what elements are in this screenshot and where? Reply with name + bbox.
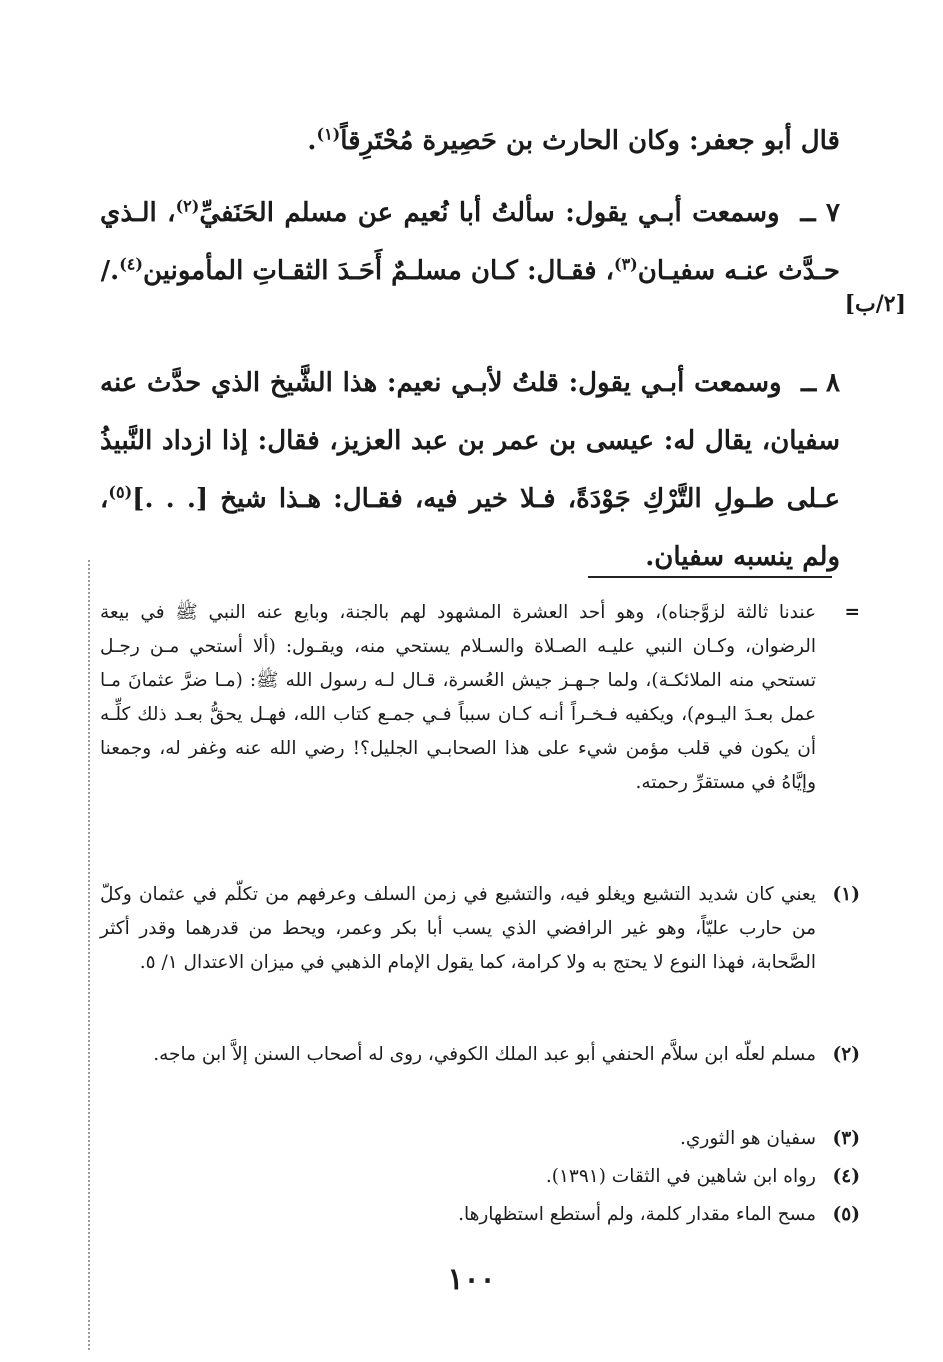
footnote-text: مسلم لعلّه ابن سلاَّم الحنفي أبو عبد الملك الكوفي، روى له أصحاب السنن إلاَّ ابن ماجه.: [153, 1044, 816, 1065]
footnote-text: مسح الماء مقدار كلمة، ولم أستطع استظهارها.: [458, 1204, 816, 1225]
footnote-number: (٤): [832, 1166, 860, 1187]
footnote-ref-5: (٥): [108, 482, 133, 502]
paragraph-8: [100, 354, 840, 586]
footnote-text: رواه ابن شاهين في الثقات (١٣٩١).: [545, 1166, 816, 1187]
footnote-number: (١): [832, 884, 860, 905]
footnote-ref-2: (٢): [175, 196, 200, 216]
footnote-number: (٣): [832, 1128, 860, 1149]
continuation-text: عندنا ثالثة لزوَّجناه)، وهو أحد العشرة المشهود لهم بالجنة، وبايع عنه النبي ﷺ في بيعة الرضوان، وكـان النبي عليـه الصـلاة والسـلام يستحي منه، ويقـول: (ألا أستحي مـن رجـل تستحي منه الملائكـة)، ولما جـهـز جيش العُسرة، قـال لـه رسول الله ﷺ: (مـا ضرَّ عثمانَ مـا عمل بعـدَ اليـوم)، ويكفيه فـخـراً أنـه كـان سبباً فـي جمـع كتاب الله، فهـل يحقُّ بعـد ذلك كلِّـه أن يكون في قلب مؤمن شيء على هذا الصحابـي الجليل؟! رضي الله عنه وغفر له، وجمعنا وإيَّاهُ في مستقرِّ رحمته.: [100, 602, 816, 793]
footnote-continuation: [100, 596, 860, 800]
footnote-item: [100, 1160, 860, 1198]
para-7-text-a: وسمعت أبـي يقول: سألتُ أبا نُعيم عن مسلم الحَنَفيِّ: [199, 198, 780, 228]
para-7-text-c: ، فقـال: كـان مسلـمٌ أَحَـدَ الثقـاتِ المأمونين: [142, 256, 614, 286]
footnote-item: [100, 1198, 860, 1236]
continuation-mark: =: [844, 602, 860, 623]
footnote-item: [100, 1038, 860, 1122]
main-line-1: [100, 112, 840, 170]
margin-dotted-line: [88, 560, 90, 1350]
para-8-number: ٨ ــ: [801, 368, 840, 398]
para-7-number: ٧ ــ: [800, 198, 840, 228]
paragraph-7: [100, 184, 840, 300]
footnote-list: [100, 878, 860, 1236]
footnote-number: (٢): [832, 1044, 860, 1065]
footnote-item: [100, 878, 860, 1038]
footnote-item: [100, 1122, 860, 1160]
footnote-ref-1: (١): [316, 124, 341, 144]
line-1-end: .: [307, 126, 317, 156]
footnote-ref-3: (٣): [614, 254, 638, 274]
footnote-ref-4: (٤): [119, 254, 143, 274]
para-7-text-b: ، الـذي حـدَّث عنـه سفيـان: [100, 198, 840, 286]
para-7-end: ./: [100, 256, 120, 286]
page-number: ١٠٠: [447, 1262, 496, 1297]
para-8-text-a: وسمعت أبـي يقول: قلتُ لأبـي نعيم: هذا الشَّيخ الذي حدَّث عنه سفيان، يقال له: عيسى بن عمر بن عبد العزيز، فقال: إذا ازداد النَّبيذُ عـلى طـولِ التَّرْكِ جَوْدَةً، فـلا خير فيه، فقـال: هـذا شيخ [. . .]: [100, 368, 840, 514]
footnote-number: (٥): [832, 1204, 860, 1225]
line-1-text: قال أبو جعفر: وكان الحارث بن حَصِيرة مُحْتَرِقاً: [340, 126, 840, 156]
footnote-text: سفيان هو الثوري.: [680, 1128, 816, 1149]
footnote-separator: [588, 576, 832, 578]
para-8-text-b: ، ولم ينسبه سفيان.: [100, 484, 840, 572]
margin-folio-note: [٢/ب]: [844, 291, 906, 317]
footnote-text: يعني كان شديد التشيع ويغلو فيه، والتشيع في زمن السلف وعرفهم من تكلّم في عثمان وكلّ من حارب عليّاً، وهو غير الرافضي الذي يسب أبا بكر وعمر، ويحط من قدرهما وقدر أكثر الصَّحابة، فهذا النوع لا يحتج به ولا كرامة، كما يقول الإمام الذهبي في ميزان الاعتدال ١/ ٥.: [100, 884, 816, 973]
